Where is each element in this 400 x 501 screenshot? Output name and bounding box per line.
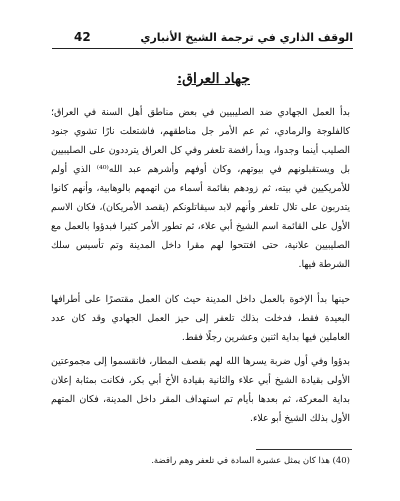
body-paragraph-3: بدؤوا وفي أول ضربة يسرها الله لهم بقصف المطار، فانقسموا إلى مجموعتين الأولى بقيادة الشيخ أبي علاء والثانية بقيادة الأخ أبي بكر، فكانت بمثابة إعلان بداية المعركة، ثم بعدها بأيام تم استهداف المقر داخل المدينة، فكان المتهم الأول بذلك الشيخ أبو علاء. (51, 356, 350, 424)
running-header-title: الوقف الذاري في ترجمة الشيخ الأنباري (140, 31, 353, 44)
page-number: 42 (74, 30, 91, 44)
footnote-separator (256, 449, 352, 450)
running-header (52, 30, 353, 49)
footnote: (40) هذا كان يمثل عشيرة السادة في تلعفر وهم رافضة. (151, 456, 350, 466)
body-paragraph-1: بدأ العمل الجهادي ضد الصليبيين في بعض مناطق أهل السنة في العراق؛ كالفلوجة والرمادي، ثم عم الأمر جل مناطقهم، فاشتعلت نارًا تشوي جنود الصليب أينما وجدوا، وبدأ رافضة تلعفر وفي كل العراق يترددون على الصليبيين بل ويستقبلونهم في بيوتهم، وكان أوفهم وأشرهم عبد الله⁽⁴⁰⁾ الذي أولم للأمريكيين في بيته، ثم زودهم بقائمة أسماء من اتهمهم بالوهابية، وأنهم كانوا يتدربون على تلال تلعفر وأنهم لابد سيقاتلونكم (يقصد الأمريكان)، فكان الاسم الأول على القائمة اسم الشيخ أبي علاء، ثم تطور الأمر كثيرا فبدؤوا بالعمل مع الصليبيين علانية، حتى افتتحوا لهم مقرا داخل المدينة وتم تأسيس سلك الشرطة فيها. (51, 107, 350, 270)
body-paragraph-2: حينها بدأ الإخوة بالعمل داخل المدينة حيث كان العمل مقتصرًا على أطرافها البعيدة فقط، فدخلت بذلك تلعفر إلى حيز العمل الجهادي وقد كان عدد العاملين فيها بداية اثنين وعشرين رجلًا فقط. (51, 294, 350, 343)
section-heading: جهاد العراق: (176, 71, 250, 87)
